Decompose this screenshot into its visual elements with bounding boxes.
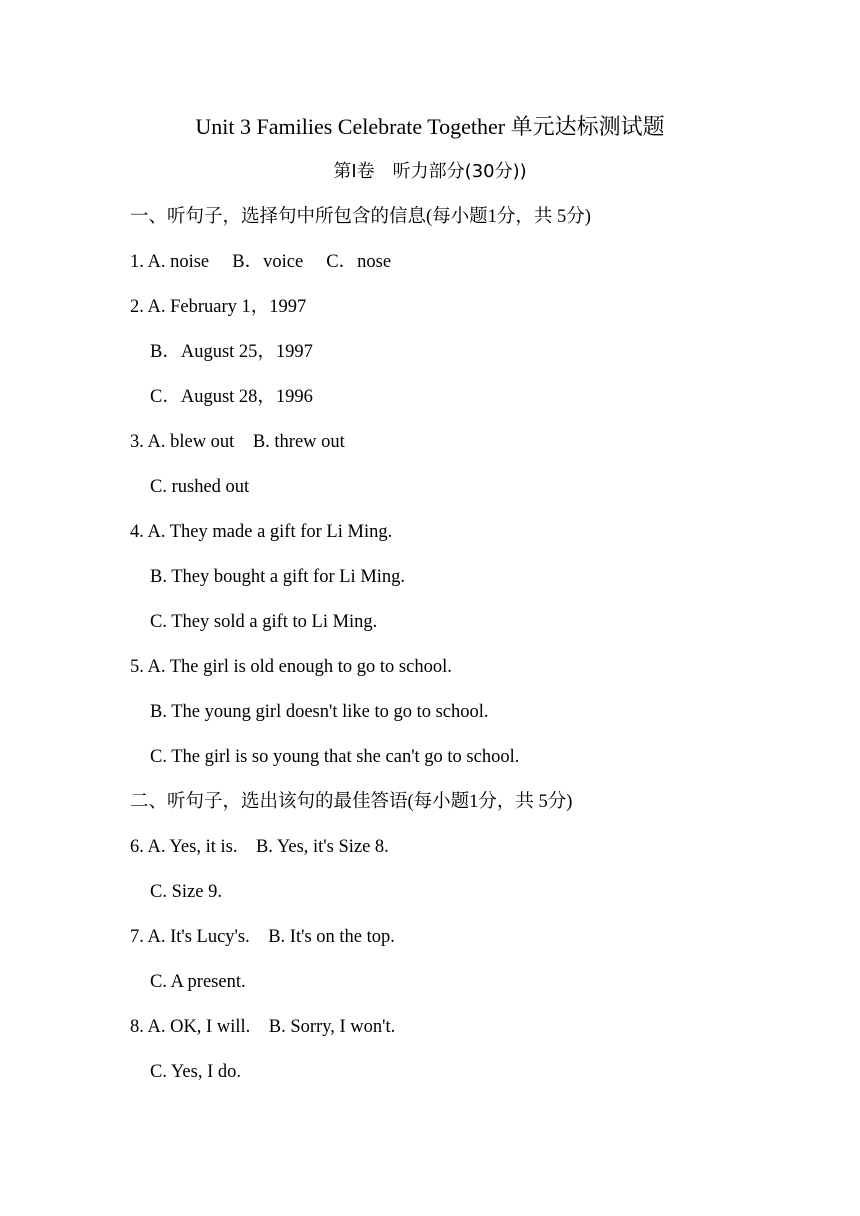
question-7: 7. A. It's Lucy's. B. It's on the top.	[130, 927, 395, 947]
question-4-option-c: C. They sold a gift to Li Ming.	[150, 612, 378, 632]
section-subtitle: 第Ⅰ卷 听力部分(30分))	[333, 161, 527, 182]
question-2: 2. A. February 1，1997	[130, 297, 307, 317]
question-2-option-c: C．August 28，1996	[150, 387, 313, 407]
page-title: Unit 3 Families Celebrate Together 单元达标测试题	[195, 114, 665, 139]
question-6: 6. A. Yes, it is. B. Yes, it's Size 8.	[130, 837, 389, 857]
question-6-option-c: C. Size 9.	[150, 882, 222, 902]
section-heading-1: 一、听句子，选择句中所包含的信息(每小题1分，共 5分)	[130, 207, 591, 227]
question-5-option-b: B. The young girl doesn't like to go to school.	[150, 702, 489, 722]
question-2-option-b: B．August 25，1997	[150, 342, 313, 362]
question-5: 5. A. The girl is old enough to go to school.	[130, 657, 452, 677]
question-7-option-c: C. A present.	[150, 972, 246, 992]
question-3-option-c: C. rushed out	[150, 477, 250, 497]
question-8-option-c: C. Yes, I do.	[150, 1062, 241, 1082]
section-heading-2: 二、听句子，选出该句的最佳答语(每小题1分，共 5分)	[130, 792, 573, 812]
question-1: 1. A. noise B．voice C．nose	[130, 252, 392, 272]
question-4-option-b: B. They bought a gift for Li Ming.	[150, 567, 406, 587]
question-3: 3. A. blew out B. threw out	[130, 432, 345, 452]
question-8: 8. A. OK, I will. B. Sorry, I won't.	[130, 1017, 396, 1037]
question-4: 4. A. They made a gift for Li Ming.	[130, 522, 393, 542]
question-5-option-c: C. The girl is so young that she can't go to school.	[150, 747, 520, 767]
